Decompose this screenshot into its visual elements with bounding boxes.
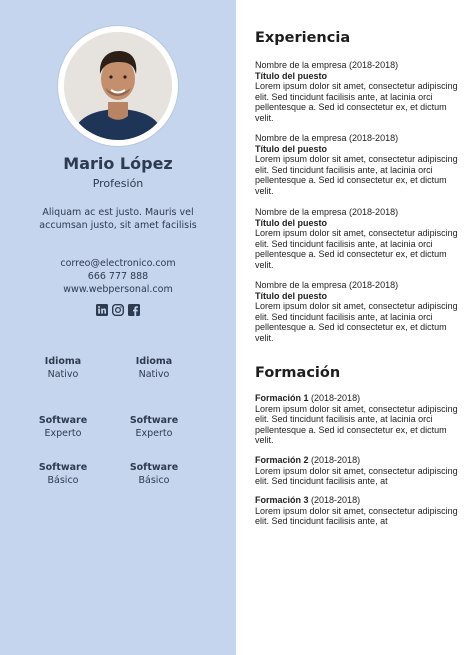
- company-dates: Nombre de la empresa (2018-2018): [255, 60, 399, 70]
- skill-level: Nativo: [47, 369, 79, 380]
- job-description: Lorem ipsum dolor sit amet, consectetur adipiscing elit. Sed tincidunt facilisis ante, at lacinia orci pellentesque a. Sed id consectetur ex, et dictum velit.: [255, 228, 458, 270]
- website[interactable]: www.webpersonal.com: [63, 284, 173, 295]
- skill-level: Básico: [47, 475, 79, 486]
- experience-entry: [255, 133, 460, 196]
- skill-title: Software: [38, 415, 88, 426]
- education-dates: (2018-2018): [311, 495, 361, 505]
- skill-title: Idioma: [44, 356, 82, 367]
- skill-item: [28, 462, 98, 487]
- profession: Profesión: [92, 177, 144, 190]
- profile-summary: Aliquam ac est justo. Mauris vel accumsan justo, sit amet facilisis: [39, 207, 197, 231]
- skill-title: Software: [38, 462, 88, 473]
- education-name: Formación 2: [255, 455, 309, 465]
- education-dates: (2018-2018): [311, 393, 361, 403]
- skill-title: Idioma: [135, 356, 173, 367]
- skill-item: [28, 356, 98, 381]
- skill-item: [119, 462, 189, 487]
- job-description: Lorem ipsum dolor sit amet, consectetur adipiscing elit. Sed tincidunt facilisis ante, at lacinia orci pellentesque a. Sed id consectetur ex, et dictum velit.: [255, 81, 458, 123]
- experience-heading: Experiencia: [255, 30, 351, 46]
- contact-info: [0, 257, 236, 296]
- person-name: Mario López: [63, 154, 173, 173]
- skill-level: Básico: [138, 475, 170, 486]
- education-entry: [255, 455, 460, 487]
- education-entry: [255, 495, 460, 527]
- skill-level: Experto: [135, 428, 173, 439]
- phone: 666 777 888: [87, 271, 149, 282]
- job-title: Título del puesto: [255, 290, 327, 301]
- education-dates: (2018-2018): [311, 455, 361, 465]
- company-dates: Nombre de la empresa (2018-2018): [255, 133, 399, 143]
- instagram-icon[interactable]: [112, 304, 124, 316]
- job-title: Título del puesto: [255, 217, 327, 228]
- company-dates: Nombre de la empresa (2018-2018): [255, 207, 399, 217]
- skill-title: Software: [129, 415, 179, 426]
- skill-item: [119, 415, 189, 440]
- skill-title: Software: [129, 462, 179, 473]
- experience-entry: [255, 60, 460, 123]
- education-description: Lorem ipsum dolor sit amet, consectetur adipiscing elit. Sed tincidunt facilisis ante, at: [255, 465, 458, 486]
- education-description: Lorem ipsum dolor sit amet, consectetur adipiscing elit. Sed tincidunt facilisis ante, at lacinia orci pellentesque a. Sed id consectetur ex, et dictum velit.: [255, 403, 458, 445]
- skill-item: [119, 356, 189, 381]
- education-name: Formación 1: [255, 393, 309, 403]
- skill-level: Experto: [44, 428, 82, 439]
- social-icons: [0, 304, 236, 316]
- linkedin-icon[interactable]: [96, 304, 108, 316]
- education-name: Formación 3: [255, 495, 309, 505]
- education-heading: Formación: [255, 365, 341, 381]
- job-description: Lorem ipsum dolor sit amet, consectetur adipiscing elit. Sed tincidunt facilisis ante, at lacinia orci pellentesque a. Sed id consectetur ex, et dictum velit.: [255, 301, 458, 343]
- profile-photo-frame: [58, 26, 178, 146]
- company-dates: Nombre de la empresa (2018-2018): [255, 280, 399, 290]
- experience-entry: [255, 207, 460, 270]
- sidebar: [0, 0, 236, 655]
- education-entry: [255, 393, 460, 446]
- profile-photo: [64, 32, 172, 140]
- skill-item: [28, 415, 98, 440]
- skill-level: Nativo: [138, 369, 170, 380]
- education-description: Lorem ipsum dolor sit amet, consectetur adipiscing elit. Sed tincidunt facilisis ante, at: [255, 505, 458, 526]
- experience-entry: [255, 280, 460, 343]
- job-title: Título del puesto: [255, 70, 327, 81]
- email[interactable]: correo@electronico.com: [60, 258, 176, 269]
- job-description: Lorem ipsum dolor sit amet, consectetur adipiscing elit. Sed tincidunt facilisis ante, at lacinia orci pellentesque a. Sed id consectetur ex, et dictum velit.: [255, 154, 458, 196]
- facebook-icon[interactable]: [128, 304, 140, 316]
- job-title: Título del puesto: [255, 143, 327, 154]
